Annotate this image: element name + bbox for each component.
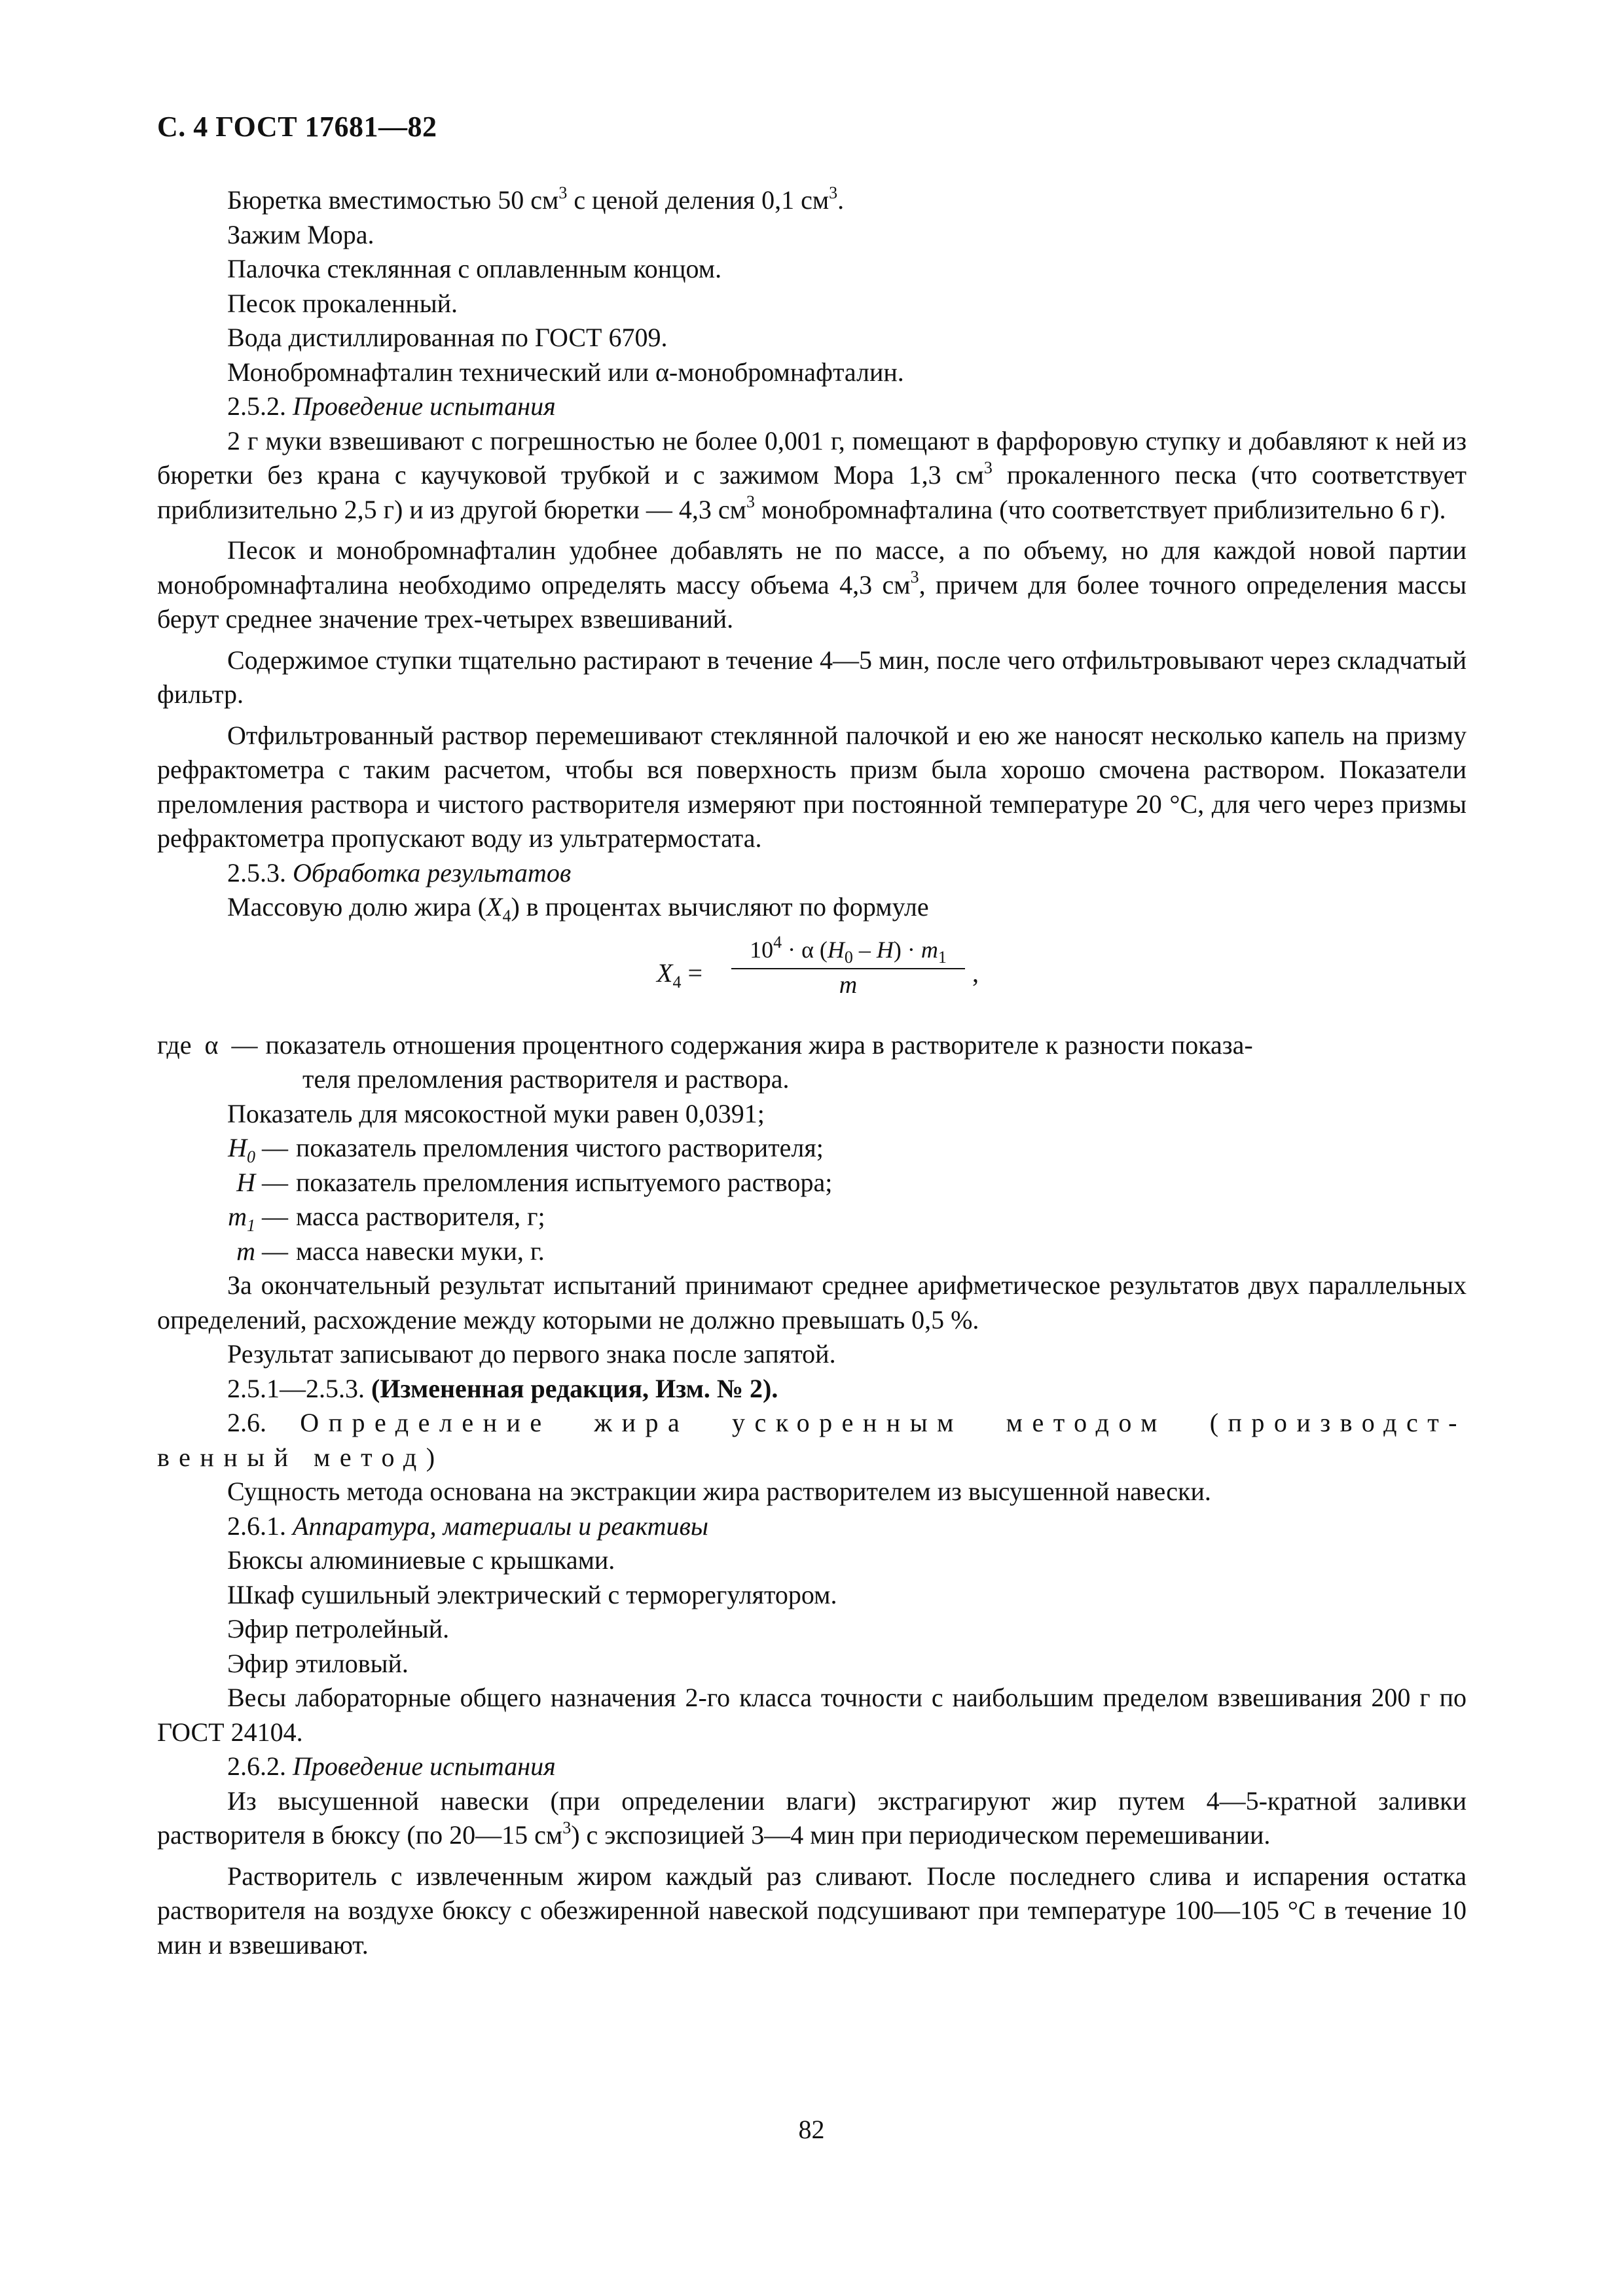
definition-note: Показатель для мясокостной муки равен 0,0391; [227,1098,765,1128]
paragraph-method-essence: Сущность метода основана на экстракции жира растворителем из высушенной навески. [227,1477,1211,1506]
paragraph-drying: Растворитель с извлеченным жиром каждый раз сливают. После последнего слива и испарения остатка растворителя на воздухе бюксу с обезжиренной навеской подсушивают при температуре 100—105 °С в течение 10 мин и взвешивают. [157,1861,1467,1960]
item-drying-oven: Шкаф сушильный электрический с терморегулятором. [227,1579,837,1609]
paragraph-rounding: Результат записывают до первого знака после запятой. [227,1339,836,1369]
formula-comma: , [972,958,979,988]
paragraph-volume-note: Песок и монобромнафталин удобнее добавлять не по массе, а по объему, но для каждой новой партии монобромнафталина необходимо определять массу объема 4,3 $см^3$, причем для более точного определения массы берут среднее значение трех-четырех взвешиваний. [157,535,1467,634]
section-2-6-2-heading: 2.6.2. Проведение испытания [227,1751,556,1781]
definition-alpha: где α — показатель отношения процентного содержания жира в растворителе к разности показа- [157,1030,1253,1060]
equipment-monobromonaphthalene: Монобромнафталин технический или α-монобромнафталин. [227,357,904,387]
page-header: С. 4 ГОСТ 17681—82 [157,111,437,143]
document-body [157,183,1467,1962]
paragraph-grinding: Содержимое ступки тщательно растирают в течение 4—5 мин, после чего отфильтровывают через складчатый фильтр. [157,645,1467,709]
definition-m: m — масса навески муки, г. [236,1236,545,1266]
section-2-5-3-heading: 2.5.3. Обработка результатов [227,857,572,888]
formula-fraction [731,934,965,999]
fraction-bar [731,968,965,969]
item-scales: Весы лабораторные общего назначения 2-го класса точности с наибольшим пределом взвешивания 200 г по ГОСТ 24104. [157,1683,1467,1747]
paragraph-refractometer: Отфильтрованный раствор перемешивают стеклянной палочкой и ею же наносят несколько капель на призму рефрактометра с таким расчетом, чтобы вся поверхность призм была хорошо смочена раствором. Показатели преломления раствора и чистого растворителя измеряют при постоянной температуре 20 °С, для чего через призмы рефрактометра пропускают воду из ультратермостата. [157,720,1467,853]
section-2-6-heading-continued: венный метод) [157,1442,445,1472]
item-petroleum-ether: Эфир петролейный. [227,1614,450,1643]
section-2-6-1-heading: 2.6.1. Аппаратура, материалы и реактивы [227,1511,708,1541]
item-weighing-bottles: Бюксы алюминиевые с крышками. [227,1545,615,1575]
section-2-5-2-heading: 2.5.2. Проведение испытания [227,391,556,421]
page-number: 82 [798,2115,825,2144]
definition-m1: $m_1$ — масса растворителя, г; [228,1202,545,1235]
definition-h0: $H_0$ — показатель преломления чистого растворителя; [228,1133,824,1166]
equipment-clamp: Зажим Мора. [227,219,374,249]
definition-alpha-continued: теля преломления растворителя и раствора. [302,1064,790,1094]
definition-h: H — показатель преломления испытуемого раствора; [236,1167,833,1197]
equipment-burette: Бюретка вместимостью 50 $см^3$ с ценой деления 0,1 $см^3$. [227,183,845,215]
item-ethyl-ether: Эфир этиловый. [227,1648,409,1678]
paragraph-amendment: 2.5.1—2.5.3. (Измененная редакция, Изм. № 2). [227,1373,778,1403]
variable-definitions [157,1028,1467,1269]
equipment-water: Вода дистиллированная по ГОСТ 6709. [227,323,668,352]
formula-lhs: $X_4$ = [657,958,702,992]
equipment-glass-rod: Палочка стеклянная с оплавленным концом. [227,254,722,283]
formula-denominator: m [839,971,858,999]
paragraph-sample-weighing: 2 г муки взвешивают с погрешностью не более 0,001 г, помещают в фарфоровую ступку и добавляют к ней из бюретки без крана с каучуковой трубкой и с зажимом Мора 1,3 $см^3$ прокаленного песка (что соответствует приблизительно 2,5 г) и из другой бюретки — 4,3 $см^3$ монобромнафталина (что соответствует приблизительно 6 г). [157,425,1467,524]
paragraph-formula-intro: Массовую долю жира $(X_4)$ в процентах вычисляют по формуле [227,892,929,925]
paragraph-extraction: Из высушенной навески (при определении влаги) экстрагируют жир путем 4—5-кратной заливки растворителя в бюксу (по 20—15 $см^3$) с экспозицией 3—4 мин при периодическом перемешивании. [157,1785,1467,1850]
fat-fraction-formula [157,934,1467,1015]
paragraph-final-result: За окончательный результат испытаний принимают среднее арифметическое результатов двух параллельных определений, расхождение между которыми не должно превышать 0,5 %. [157,1270,1467,1335]
formula-numerator: $10^4 \cdot \alpha$ $(H_0 - H) \cdot m_1$ [750,932,947,967]
equipment-sand: Песок прокаленный. [227,288,458,318]
section-2-6-heading: 2.6. Определение жира ускоренным методом (производст- [227,1408,1467,1437]
